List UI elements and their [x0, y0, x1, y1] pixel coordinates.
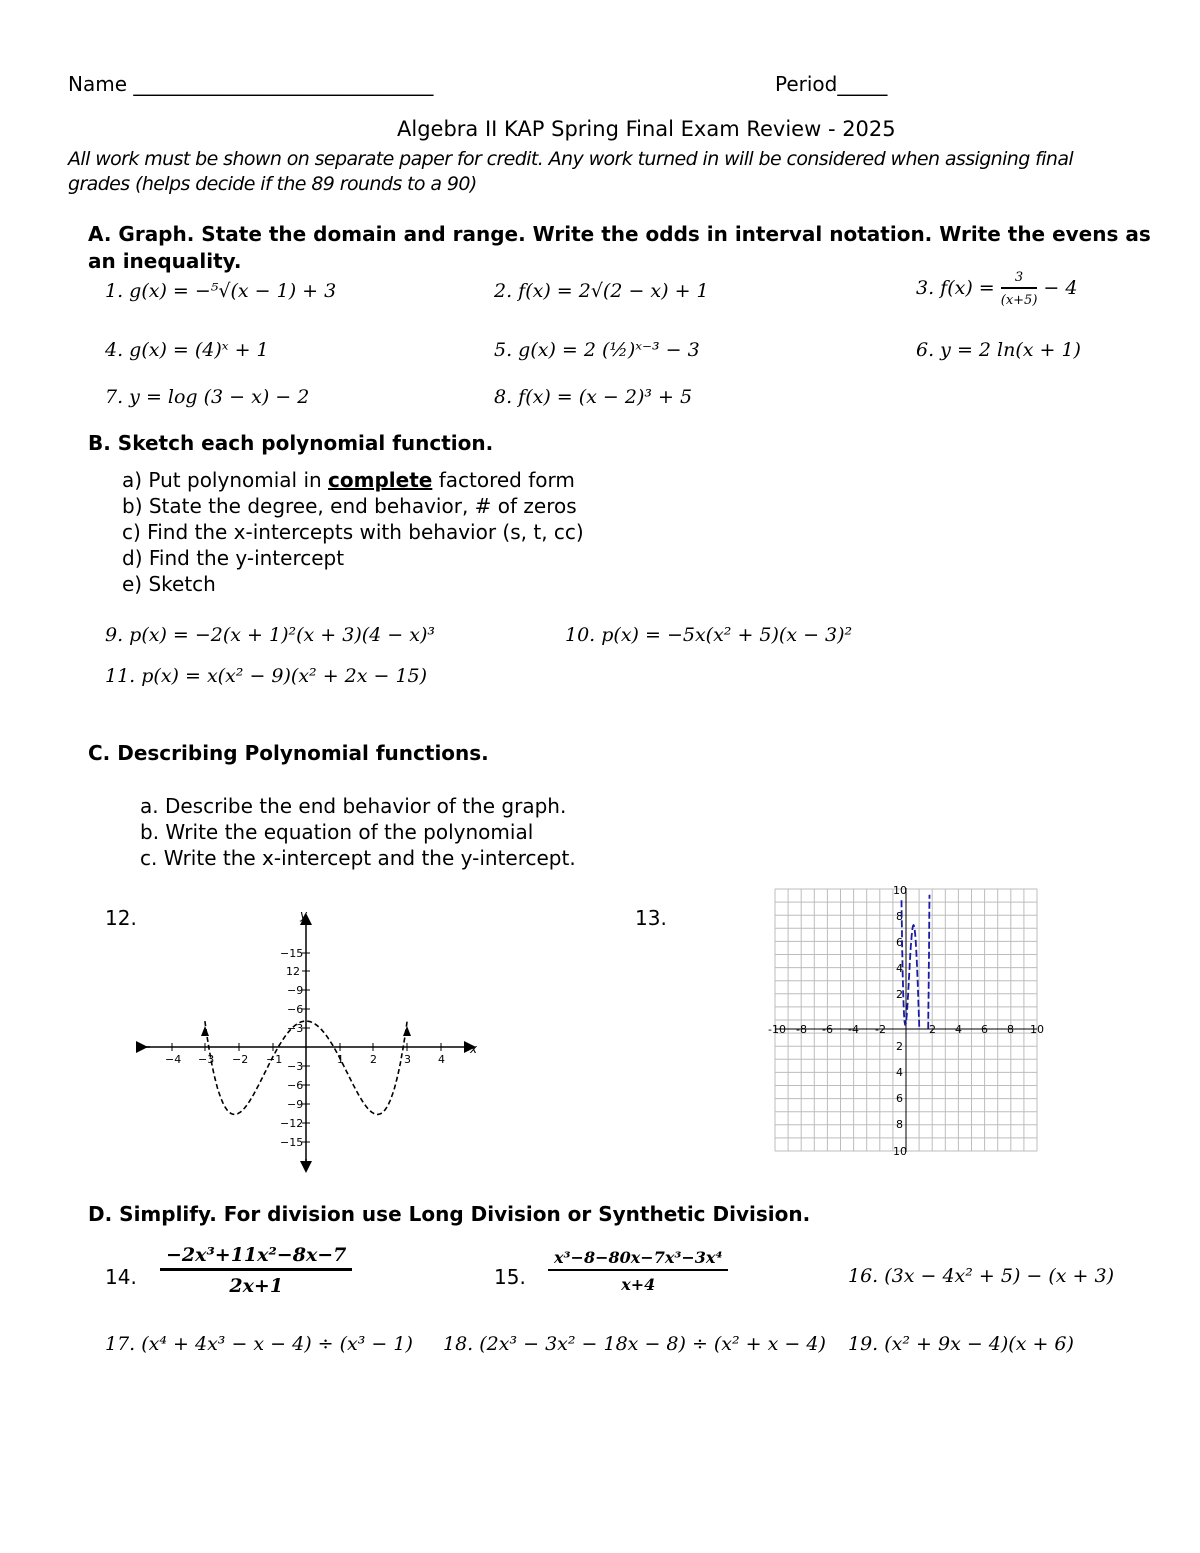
problem-8: 8. f(x) = (x − 2)³ + 5: [494, 386, 693, 408]
step-b-e: e) Sketch: [122, 572, 216, 596]
x-tick-label: 1: [337, 1053, 344, 1066]
problem-13-label: 13.: [635, 906, 667, 930]
step-b-a: [122, 468, 575, 492]
section-c-heading: C. Describing Polynomial functions.: [88, 741, 489, 765]
problem-3: [916, 270, 1077, 308]
section-d-heading: D. Simplify. For division use Long Division or Synthetic Division.: [88, 1202, 811, 1226]
y-tick-label: −15: [280, 947, 304, 960]
left-end-arrow: [201, 1026, 209, 1036]
step-b-d: d) Find the y-intercept: [122, 546, 345, 570]
x-tick-label: -2: [875, 1023, 886, 1036]
problem-14-numerator: −2x³+11x²−8x−7: [160, 1244, 352, 1271]
y-tick-label: 8: [896, 1118, 903, 1131]
problem-17: 17. (x⁴ + 4x³ − x − 4) ÷ (x³ − 1): [105, 1333, 413, 1355]
y-tick-label: 6: [896, 936, 903, 949]
y-tick-label: 4: [896, 962, 903, 975]
y-tick-label: 8: [896, 910, 903, 923]
problem-12-label: 12.: [105, 906, 137, 930]
step-b-a-tail: factored form: [432, 468, 575, 492]
y-tick-label: −3: [287, 1022, 304, 1035]
graph-12: [130, 905, 490, 1175]
y-tick-label: −6: [287, 1079, 304, 1092]
problem-15-denominator: x+4: [621, 1275, 656, 1294]
y-tick-label: −9: [287, 984, 304, 997]
page-title: Algebra II KAP Spring Final Exam Review - 2025: [397, 117, 896, 141]
problem-14: [160, 1244, 352, 1297]
problem-4: 4. g(x) = (4)ˣ + 1: [105, 339, 269, 361]
problem-1: 1. g(x) = −⁵√(x − 1) + 3: [105, 280, 337, 302]
y-tick-label: −3: [287, 1060, 304, 1073]
instructions: All work must be shown on separate paper for credit. Any work turned in will be considered when assigning final grades (helps decide if the 89 rounds to a 90): [68, 148, 1074, 195]
x-tick-label: 6: [981, 1023, 988, 1036]
section-b-heading: B. Sketch each polynomial function.: [88, 431, 494, 455]
y-tick-label: −15: [280, 1136, 304, 1149]
y-tick-label: 10: [893, 884, 907, 897]
y-tick-label: 2: [896, 1040, 903, 1053]
problem-15-label: 15.: [494, 1265, 526, 1289]
period-field-label: Period_____: [775, 72, 888, 96]
x-tick-label: 3: [404, 1053, 411, 1066]
right-end-arrow: [403, 1026, 411, 1036]
x-tick-label: 8: [1007, 1023, 1014, 1036]
problem-11: 11. p(x) = x(x² − 9)(x² + 2x − 15): [105, 665, 428, 687]
y-tick-label: 6: [896, 1092, 903, 1105]
section-a-heading-cont: an inequality.: [88, 249, 242, 273]
x-tick-label: -6: [822, 1023, 833, 1036]
problem-2: 2. f(x) = 2√(2 − x) + 1: [494, 280, 709, 302]
problem-14-denominator: 2x+1: [229, 1275, 284, 1297]
x-tick-label: 4: [955, 1023, 962, 1036]
y-tick-label: 4: [896, 1066, 903, 1079]
y-tick-label: 10: [893, 1145, 907, 1158]
y-tick-label: 2: [896, 988, 903, 1001]
x-tick-label: −1: [266, 1053, 283, 1066]
x-tick-label: 10: [1030, 1023, 1044, 1036]
problem-9: 9. p(x) = −2(x + 1)²(x + 3)(4 − x)³: [105, 624, 435, 646]
step-c-b: b. Write the equation of the polynomial: [140, 820, 534, 844]
x-tick-label: 2: [370, 1053, 377, 1066]
step-b-a-emphasis: complete: [328, 468, 433, 492]
step-b-a-text: a) Put polynomial in: [122, 468, 329, 492]
problem-3-numerator: 3: [1001, 270, 1038, 289]
x-tick-label: -10: [768, 1023, 786, 1036]
problem-18: 18. (2x³ − 3x² − 18x − 8) ÷ (x² + x − 4): [443, 1333, 826, 1355]
y-tick-label: 12: [286, 965, 300, 978]
graph-13: [765, 882, 1055, 1162]
x-tick-label: 4: [438, 1053, 445, 1066]
step-b-b: b) State the degree, end behavior, # of zeros: [122, 494, 577, 518]
name-field-label: Name ______________________________: [68, 72, 434, 96]
problem-19: 19. (x² + 9x − 4)(x + 6): [848, 1333, 1074, 1355]
problem-15-numerator: x³−8−80x−7x³−3x⁴: [548, 1248, 728, 1271]
step-c-a: a. Describe the end behavior of the graph.: [140, 794, 567, 818]
section-a-heading: A. Graph. State the domain and range. Write the odds in interval notation. Write the evens as: [88, 222, 1151, 246]
problem-3-denominator: (x+5): [1000, 293, 1038, 308]
x-tick-label: −2: [232, 1053, 249, 1066]
problem-3-tail: − 4: [1037, 277, 1078, 299]
x-tick-label: -4: [848, 1023, 859, 1036]
x-tick-label: 2: [929, 1023, 936, 1036]
y-tick-label: −9: [287, 1098, 304, 1111]
step-c-c: c. Write the x-intercept and the y-intercept.: [140, 846, 576, 870]
x-tick-label: −4: [165, 1053, 182, 1066]
problem-7: 7. y = log (3 − x) − 2: [105, 386, 310, 408]
x-tick-label: -8: [796, 1023, 807, 1036]
y-tick-label: −12: [280, 1117, 304, 1130]
problem-16: 16. (3x − 4x² + 5) − (x + 3): [848, 1265, 1115, 1287]
problem-3-label: 3. f(x) =: [916, 277, 1001, 299]
problem-6: 6. y = 2 ln(x + 1): [916, 339, 1081, 361]
problem-10: 10. p(x) = −5x(x² + 5)(x − 3)²: [565, 624, 853, 646]
problem-5: 5. g(x) = 2 (½)ˣ⁻³ − 3: [494, 339, 700, 361]
step-b-c: c) Find the x-intercepts with behavior (s, t, cc): [122, 520, 584, 544]
y-axis-label: y: [300, 908, 308, 922]
x-axis-label: x: [470, 1042, 478, 1056]
problem-14-label: 14.: [105, 1265, 137, 1289]
x-tick-label: −3: [198, 1053, 215, 1066]
y-tick-label: −6: [287, 1003, 304, 1016]
problem-15: [548, 1248, 728, 1294]
